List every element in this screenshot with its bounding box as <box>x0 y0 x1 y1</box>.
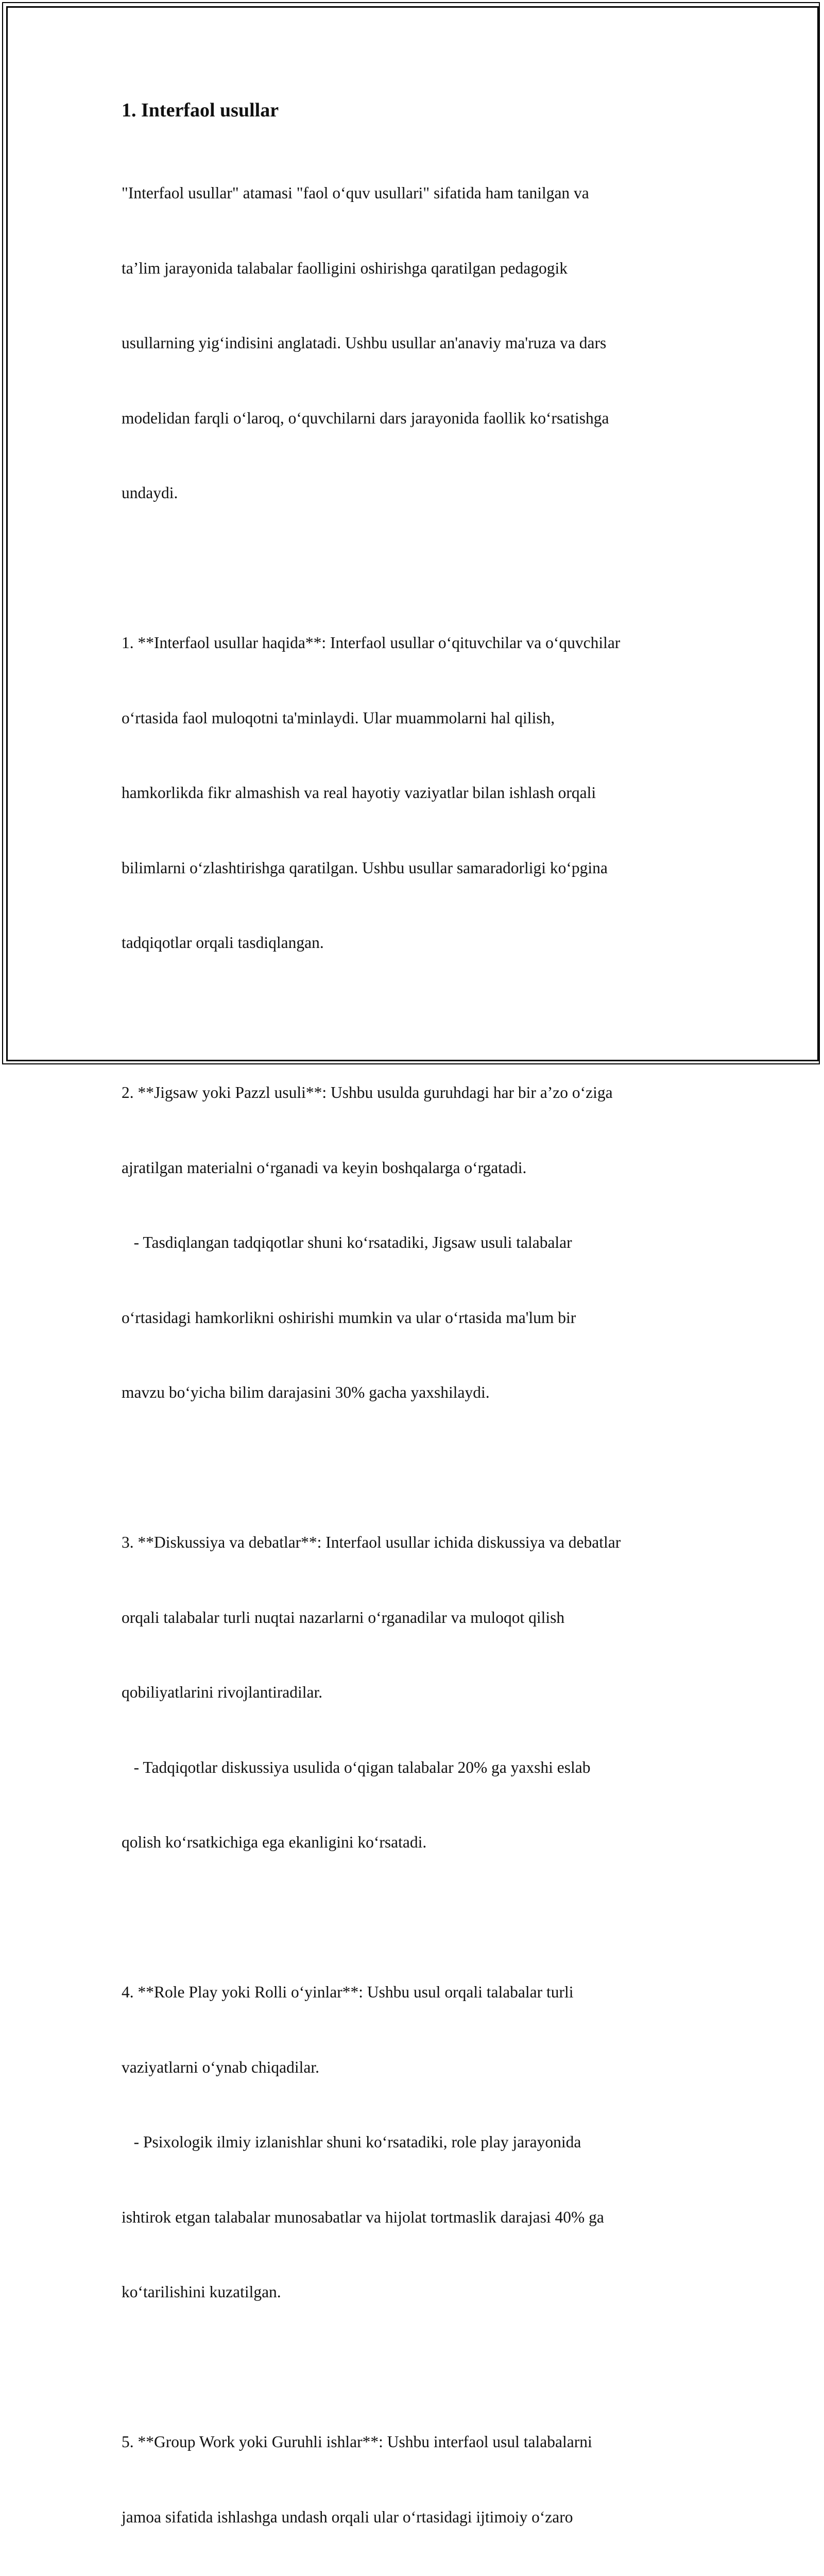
section-heading: 1. Interfaol usullar <box>122 99 279 121</box>
text-line: modelidan farqli o‘laroq, o‘quvchilarni dars jarayonida faollik ko‘rsatishga <box>122 409 609 427</box>
text-line: hamkorlikda fikr almashish va real hayotiy vaziyatlar bilan ishlash orqali <box>122 784 596 802</box>
text-line: ko‘tarilishini kuzatilgan. <box>122 2283 281 2301</box>
list-item-role-play <box>122 1930 709 2355</box>
text-line: qobiliyatlarini rivojlantiradilar. <box>122 1683 323 1701</box>
text-line: - Tasdiqlangan tadqiqotlar shuni ko‘rsatadiki, Jigsaw usuli talabalar <box>122 1233 572 1251</box>
text-line: - Tadqiqotlar diskussiya usulida o‘qigan talabalar 20% ga yaxshi eslab <box>122 1758 591 1776</box>
document-page <box>122 96 709 2576</box>
text-line: 2. **Jigsaw yoki Pazzl usuli**: Ushbu usulda guruhdagi har bir a’zo o‘ziga <box>122 1083 613 1101</box>
text-line: mavzu bo‘yicha bilim darajasini 30% gacha yaxshilaydi. <box>122 1383 490 1401</box>
list-item-diskussiya <box>122 1480 709 1905</box>
text-line: ishtirok etgan talabalar munosabatlar va hijolat tortmaslik darajasi 40% ga <box>122 2208 604 2226</box>
text-line: - Psixologik ilmiy izlanishlar shuni ko‘rsatadiki, role play jarayonida <box>122 2133 581 2151</box>
list-item-jigsaw <box>122 1030 709 1455</box>
text-line: tadqiqotlar orqali tasdiqlangan. <box>122 934 324 952</box>
intro-paragraph <box>122 131 709 556</box>
list-item-interfaol-usullar <box>122 581 709 1006</box>
text-line: 1. **Interfaol usullar haqida**: Interfaol usullar o‘qituvchilar va o‘quvchilar <box>122 634 621 652</box>
text-line: usullarning yig‘indisini anglatadi. Ushbu usullar an'anaviy ma'ruza va dars <box>122 334 607 352</box>
text-line: ta’lim jarayonida talabalar faolligini oshirishga qaratilgan pedagogik <box>122 259 568 277</box>
text-line: vaziyatlarni o‘ynab chiqadilar. <box>122 2058 319 2076</box>
text-line: ajratilgan materialni o‘rganadi va keyin boshqalarga o‘rgatadi. <box>122 1158 527 1177</box>
text-line: orqali talabalar turli nuqtai nazarlarni o‘rganadilar va muloqot qilish <box>122 1608 565 1626</box>
text-line: 3. **Diskussiya va debatlar**: Interfaol usullar ichida diskussiya va debatlar <box>122 1533 621 1551</box>
text-line: jamoa sifatida ishlashga undash orqali ular o‘rtasidagi ijtimoiy o‘zaro <box>122 2507 573 2526</box>
text-line: o‘rtasidagi hamkorlikni oshirishi mumkin va ular o‘rtasida ma'lum bir <box>122 1308 576 1327</box>
text-line: "Interfaol usullar" atamasi "faol o‘quv usullari" sifatida ham tanilgan va <box>122 184 589 202</box>
text-line: bilimlarni o‘zlashtirishga qaratilgan. Ushbu usullar samaradorligi ko‘pgina <box>122 858 608 877</box>
text-line: 5. **Group Work yoki Guruhli ishlar**: Ushbu interfaol usul talabalarni <box>122 2433 592 2451</box>
list-item-group-work <box>122 2380 709 2576</box>
text-line: qolish ko‘rsatkichiga ega ekanligini ko‘rsatadi. <box>122 1833 427 1851</box>
text-line: 4. **Role Play yoki Rolli o‘yinlar**: Ushbu usul orqali talabalar turli <box>122 1983 574 2001</box>
text-line: o‘rtasida faol muloqotni ta'minlaydi. Ular muammolarni hal qilish, <box>122 708 555 727</box>
text-line: undaydi. <box>122 484 178 502</box>
